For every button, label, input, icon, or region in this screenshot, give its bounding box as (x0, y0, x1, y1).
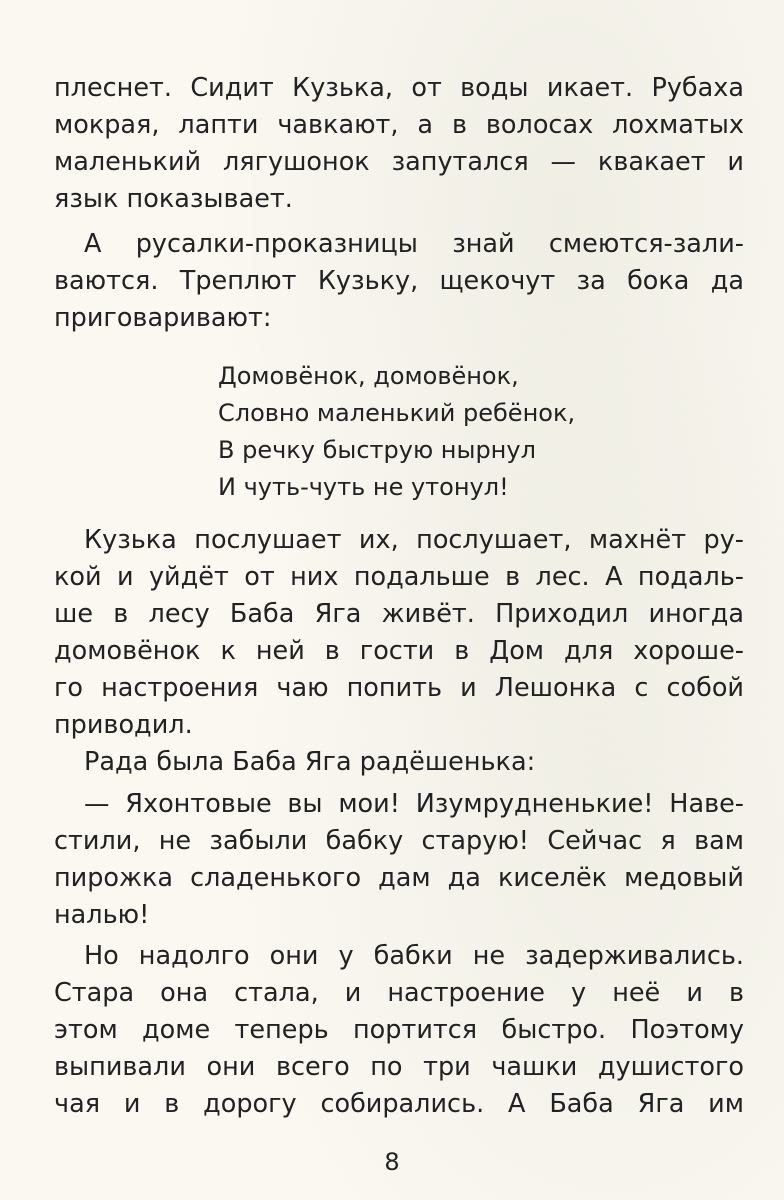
page-number: 8 (384, 1148, 400, 1176)
text-line: язык показывает. (54, 184, 293, 214)
paragraph-6 (54, 938, 744, 1123)
text-line: А русалки-проказницы знай смеются-зали- (84, 229, 744, 259)
text-line: домовёнок к ней в гости в Дом для хороше- (54, 636, 744, 666)
paragraph-3 (54, 522, 744, 744)
text-line: — Яхонтовые вы мои! Изумрудненькие! Наве- (84, 789, 744, 819)
text-line: приводил. (54, 710, 193, 740)
text-line: ваются. Треплют Кузьку, щекочут за бока да (54, 266, 744, 296)
poem-line: Домовёнок, домовёнок, (218, 362, 519, 390)
text-line: Но надолго они у бабки не задерживались. (84, 941, 744, 971)
poem (218, 358, 575, 506)
text-line: ше в лесу Баба Яга живёт. Приходил иногда (54, 599, 744, 629)
poem-line: И чуть-чуть не утонул! (218, 473, 509, 501)
text-line: выпивали они всего по три чашки душистого (54, 1052, 744, 1082)
text-line: приговаривают: (54, 303, 272, 333)
paragraph-5 (54, 786, 744, 934)
text-line: этом доме теперь портится быстро. Поэтому (54, 1015, 744, 1045)
poem-line: В речку быструю нырнул (218, 436, 536, 464)
text-line: чая и в дорогу собирались. А Баба Яга им (54, 1089, 744, 1119)
text-line: го настроения чаю попить и Лешонка с собой (54, 673, 744, 703)
paragraph-2 (54, 226, 744, 337)
paragraph-1 (54, 70, 744, 218)
text-line: стили, не забыли бабку старую! Сейчас я вам (54, 826, 744, 856)
text-line: маленький лягушонок запутался — квакает и (54, 147, 744, 177)
text-line: плеснет. Сидит Кузька, от воды икает. Рубаха (54, 73, 744, 103)
text-line: Рада была Баба Яга радёшенька: (84, 747, 536, 777)
text-line: мокрая, лапти чавкают, а в волосах лохматых (54, 110, 744, 140)
text-line: пирожка сладенького дам да киселёк медовый (54, 863, 744, 893)
text-line: налью! (54, 900, 150, 930)
text-line: Кузька послушает их, послушает, махнёт ру- (84, 525, 744, 555)
paragraph-4 (54, 744, 744, 781)
text-line: Стара она стала, и настроение у неё и в (54, 978, 744, 1008)
text-line: кой и уйдёт от них подальше в лес. А подаль- (54, 562, 744, 592)
poem-line: Словно маленький ребёнок, (218, 399, 576, 427)
